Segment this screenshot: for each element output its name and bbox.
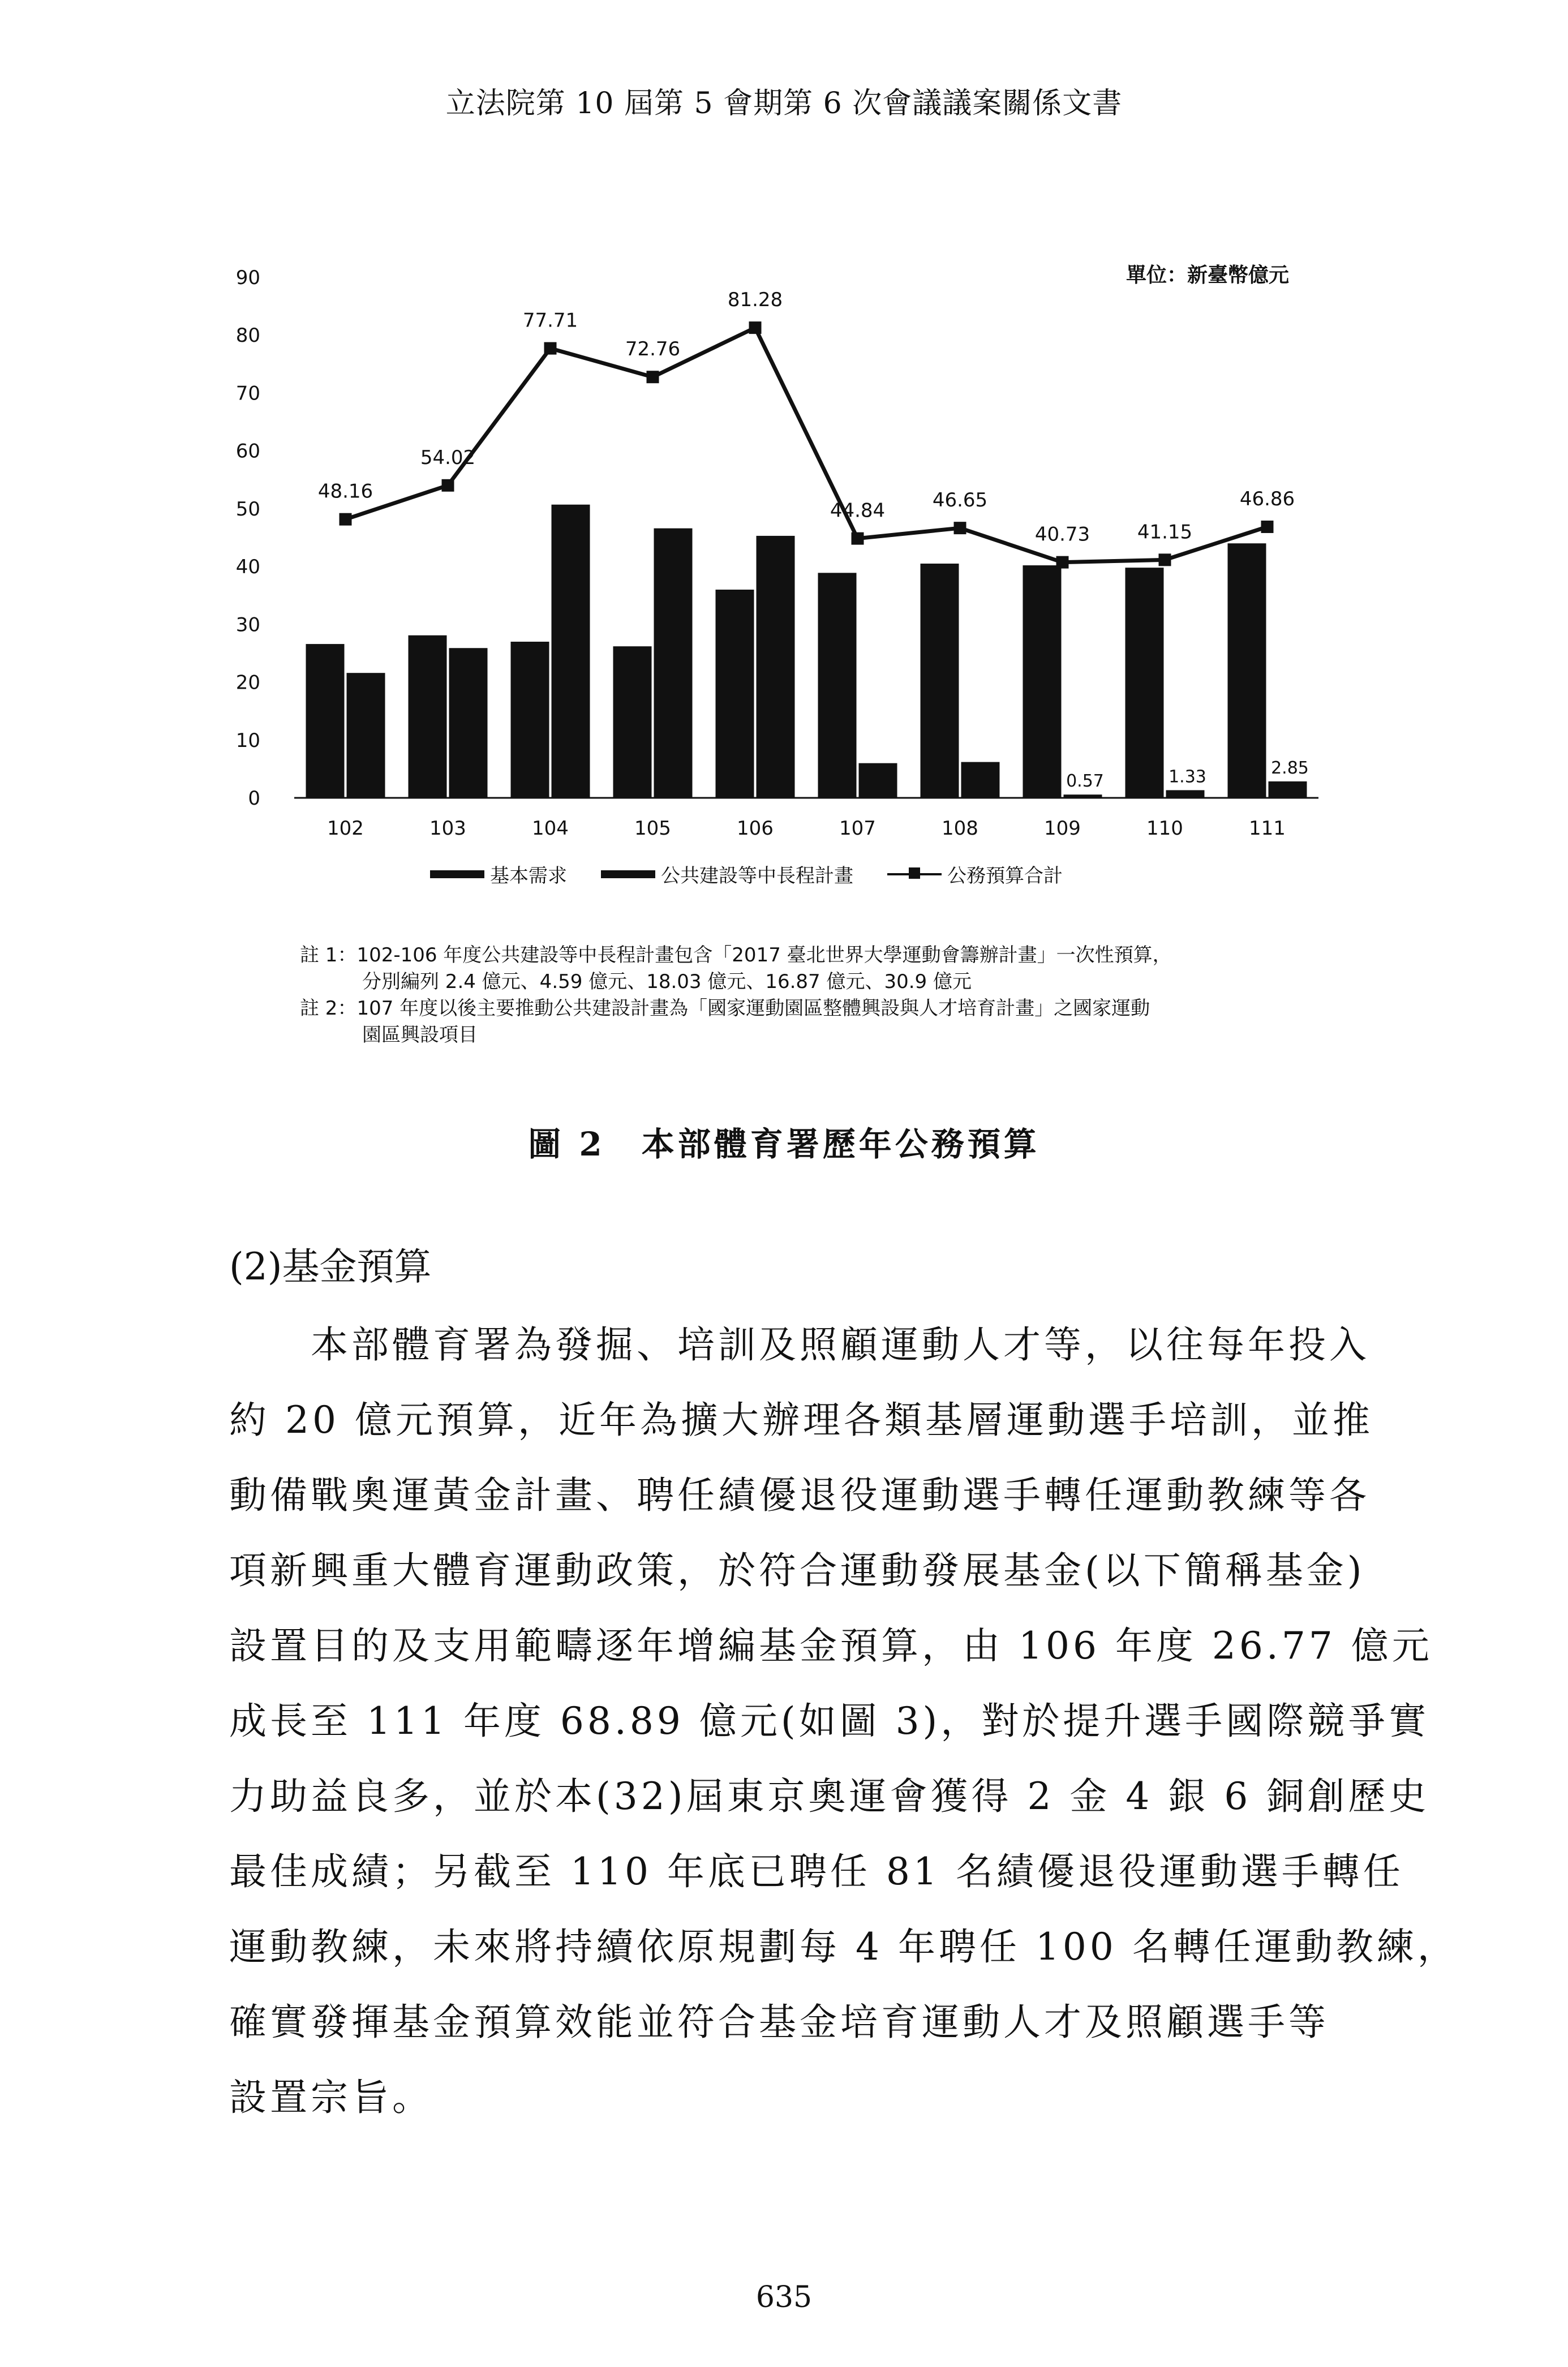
legend-label-public: 公共建設等中長程計畫 (661, 865, 853, 887)
total-value-label: 46.65 (932, 489, 988, 512)
paragraph-line: 運動教練，未來將持續依原規劃每 4 年聘任 100 名轉任運動教練， (229, 1925, 1458, 1969)
bar-public (859, 763, 897, 798)
note-2-line-1: 註 2：107 年度以後主要推動公共建設計畫為「國家運動園區整體興設與人才培育計畫」之國家運動 (300, 997, 1150, 1020)
total-value-label: 81.28 (727, 289, 783, 312)
y-tick-label: 40 (235, 556, 260, 579)
bar-public (449, 648, 488, 798)
bar-basic (409, 635, 447, 798)
x-tick-label: 110 (1146, 817, 1183, 840)
bar-public (961, 762, 1000, 798)
x-tick-label: 104 (532, 817, 569, 840)
total-marker (442, 479, 454, 492)
bar-public (1064, 794, 1102, 798)
x-tick-label: 102 (327, 817, 364, 840)
legend-swatch-basic (430, 870, 484, 878)
bar-basic (613, 646, 652, 798)
total-value-label: 46.86 (1239, 487, 1295, 510)
x-tick-label: 109 (1044, 817, 1081, 840)
budget-chart (226, 255, 1330, 854)
bar-public (654, 529, 693, 798)
y-tick-label: 0 (248, 787, 260, 810)
note-1-line-2: 分別編列 2.4 億元、4.59 億元、18.03 億元、16.87 億元、30.9 億元 (362, 970, 972, 993)
bar-basic (1125, 568, 1164, 798)
bar-public (552, 505, 590, 798)
chart-notes (300, 942, 1352, 1049)
paragraph-line: 成長至 111 年度 68.89 億元(如圖 3)，對於提升選手國際競爭實 (229, 1699, 1430, 1743)
legend-swatch-public (601, 870, 655, 878)
total-value-label: 41.15 (1137, 521, 1193, 544)
chart-legend (430, 860, 1222, 888)
total-marker (340, 513, 352, 526)
total-marker (1261, 521, 1274, 533)
x-tick-label: 103 (429, 817, 466, 840)
legend-item-basic (430, 860, 567, 888)
bar-basic (511, 642, 549, 798)
total-marker (1159, 553, 1171, 566)
y-tick-label: 10 (235, 729, 260, 752)
total-value-label: 77.71 (522, 309, 578, 332)
bar-basic (818, 573, 857, 798)
page-number: 635 (755, 2280, 813, 2314)
y-tick-label: 30 (235, 613, 260, 637)
bar-basic (921, 564, 959, 798)
paragraph-line: 確實發揮基金預算效能並符合基金培育運動人才及照顧選手等 (229, 2000, 1329, 2044)
legend-item-public (601, 860, 853, 888)
y-tick-label: 90 (235, 267, 260, 289)
x-tick-label: 105 (634, 817, 671, 840)
bar-public (347, 673, 385, 798)
legend-label-basic: 基本需求 (490, 865, 567, 887)
bar-value-label: 0.57 (1066, 771, 1104, 792)
body-paragraph (229, 1307, 1458, 2135)
y-tick-label: 80 (235, 324, 260, 347)
total-marker (749, 321, 762, 334)
total-value-label: 40.73 (1034, 523, 1090, 546)
x-tick-label: 111 (1249, 817, 1286, 840)
x-tick-label: 107 (839, 817, 876, 840)
paragraph-line: 設置目的及支用範疇逐年增編基金預算，由 106 年度 26.77 億元 (229, 1624, 1433, 1668)
y-tick-label: 50 (235, 497, 260, 521)
total-marker (1056, 556, 1069, 569)
legend-item-total (887, 860, 1063, 888)
legend-label-total: 公務預算合計 (947, 865, 1063, 887)
bar-basic (1228, 543, 1266, 798)
y-tick-label: 60 (235, 440, 260, 463)
section-title: (2)基金預算 (229, 1245, 432, 1288)
figure-caption: 圖 2 本部體育署歷年公務預算 (528, 1125, 1040, 1163)
paragraph-line: 設置宗旨。 (229, 2076, 433, 2119)
legend-swatch-total (887, 873, 942, 875)
total-value-label: 44.84 (830, 499, 886, 522)
paragraph-line: 本部體育署為發掘、培訓及照顧運動人才等，以往每年投入 (229, 1323, 1370, 1367)
chart-unit-label: 單位：新臺幣億元 (1126, 263, 1290, 287)
y-tick-label: 20 (235, 671, 260, 694)
bar-public (1166, 790, 1205, 798)
bar-value-label: 1.33 (1169, 767, 1206, 787)
total-value-label: 54.02 (420, 446, 476, 469)
total-line (346, 328, 1268, 562)
total-value-label: 72.76 (625, 338, 681, 361)
total-marker (544, 342, 557, 355)
note-2-line-2: 園區興設項目 (362, 1024, 478, 1046)
total-marker (852, 532, 864, 545)
bar-basic (716, 590, 754, 798)
y-tick-label: 70 (235, 382, 260, 405)
x-tick-label: 106 (737, 817, 774, 840)
bar-basic (1023, 565, 1062, 798)
paragraph-line: 項新興重大體育運動政策，於符合運動發展基金(以下簡稱基金) (229, 1549, 1365, 1592)
x-tick-label: 108 (942, 817, 978, 840)
note-1-line-1: 註 1：102-106 年度公共建設等中長程計畫包含「2017 臺北世界大學運動會籌辦計畫」一次性預算， (300, 944, 1172, 966)
total-marker (954, 522, 966, 534)
document-header: 立法院第 10 屆第 5 會期第 6 次會議議案關係文書 (445, 87, 1123, 121)
bar-value-label: 2.85 (1271, 758, 1309, 778)
paragraph-line: 約 20 億元預算，近年為擴大辦理各類基層運動選手培訓，並推 (229, 1398, 1373, 1442)
bar-public (1269, 781, 1307, 798)
bar-basic (306, 644, 345, 798)
bar-public (757, 536, 795, 798)
total-value-label: 48.16 (317, 480, 373, 503)
paragraph-line: 力助益良多，並於本(32)屆東京奧運會獲得 2 金 4 銀 6 銅創歷史 (229, 1775, 1430, 1818)
paragraph-line: 動備戰奧運黃金計畫、聘任績優退役運動選手轉任運動教練等各 (229, 1474, 1370, 1517)
total-marker (647, 371, 659, 383)
paragraph-line: 最佳成績；另截至 110 年底已聘任 81 名績優退役運動選手轉任 (229, 1850, 1404, 1893)
